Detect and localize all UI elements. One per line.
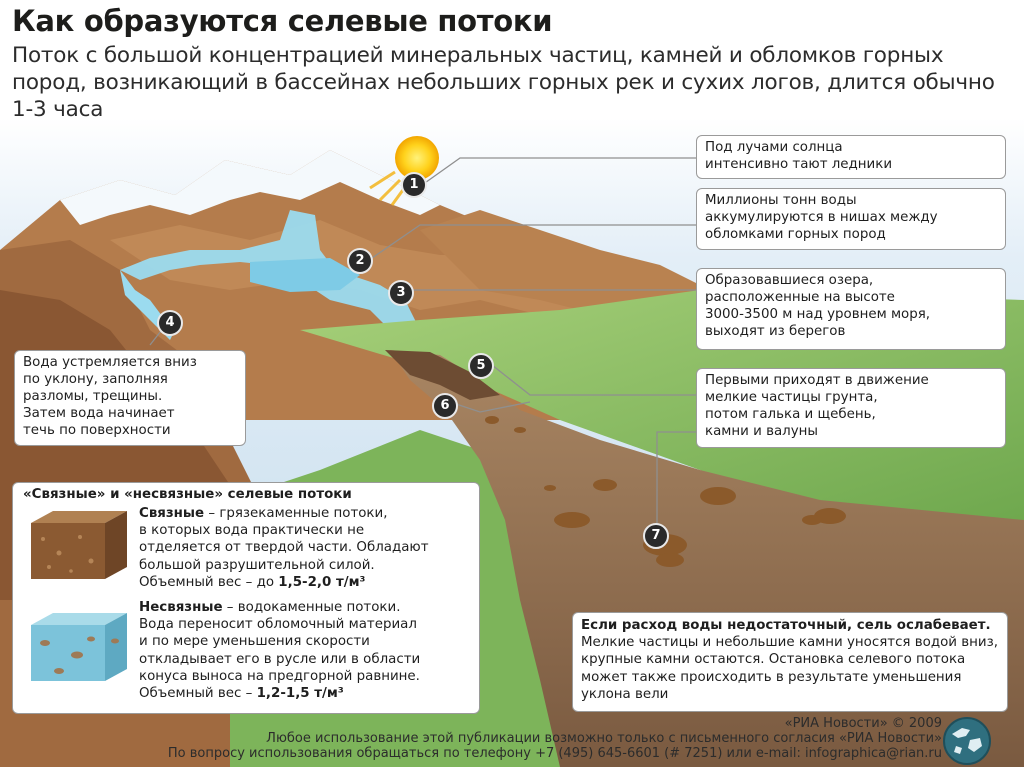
mudflow-types-panel [12,482,480,714]
connected-flow-text [139,505,429,591]
callout-5: Первыми приходят в движение мелкие частицы грунта, потом галька и щебень, камни и валуны [696,368,1006,448]
weak-flow-note [572,612,1008,712]
types-title: «Связные» и «несвязные» селевые потоки [23,487,352,502]
loose-flow-cube-icon [25,611,133,683]
loose-flow-term: Несвязные [139,600,223,615]
marker-3: 3 [388,280,414,306]
marker-5: 5 [468,353,494,379]
ria-globe-logo-icon [942,716,992,766]
marker-2: 2 [347,248,373,274]
loose-flow-description: – водокаменные потоки. Вода переносит обломочный материал и по мере уменьшения скорости откладывает его в русле или в области конуса выноса на предгорной равнине. Объемный вес – [139,600,421,702]
marker-1: 1 [401,172,427,198]
connected-flow-cube-icon [25,509,133,581]
callout-1: Под лучами солнца интенсивно тают ледники [696,135,1006,179]
loose-flow-text [139,599,420,702]
footer-credit: «РИА Новости» © 2009 [784,716,942,731]
connected-flow-weight: 1,5-2,0 т/м³ [278,574,366,590]
note-text: Мелкие частицы и небольшие камни уносятся водой вниз, крупные камни остаются. Остановка селевого потока может также происходить в результате уменьшения уклона вели [581,635,998,702]
callout-4: Вода устремляется вниз по уклону, заполняя разломы, трещины. Затем вода начинает течь по поверхности [14,350,246,446]
loose-flow-weight: 1,2-1,5 т/м³ [256,686,344,702]
marker-7: 7 [643,523,669,549]
callout-2: Миллионы тонн воды аккумулируются в нишах между обломками горных пород [696,188,1006,250]
connected-flow-term: Связные [139,506,205,521]
marker-4: 4 [157,310,183,336]
page-subtitle: Поток с большой концентрацией минеральных частиц, камней и обломков горных пород, возникающий в бассейнах небольших горных рек и сухих логов, длится обычно 1-3 часа [12,43,995,122]
connected-flow-description: – грязекаменные потоки, в которых вода практически не отделяется от твердой части. Обладают большой разрушительной силой. Объемный вес – до [139,506,429,590]
footer-line-1: Любое использование этой публикации возможно только с письменного согласия «РИА Новости» [266,731,942,746]
footer-line-2: По вопросу использования обращаться по телефону +7 (495) 645-6601 (# 7251) или e-mail: infographica@rian.ru [167,746,942,761]
marker-6: 6 [432,393,458,419]
note-bold: Если расход воды недостаточный, сель ослабевает. [581,618,991,633]
page-title: Как образуются селевые потоки [12,4,553,38]
callout-3: Образовавшиеся озера, расположенные на высоте 3000-3500 м над уровнем моря, выходят из берегов [696,268,1006,350]
